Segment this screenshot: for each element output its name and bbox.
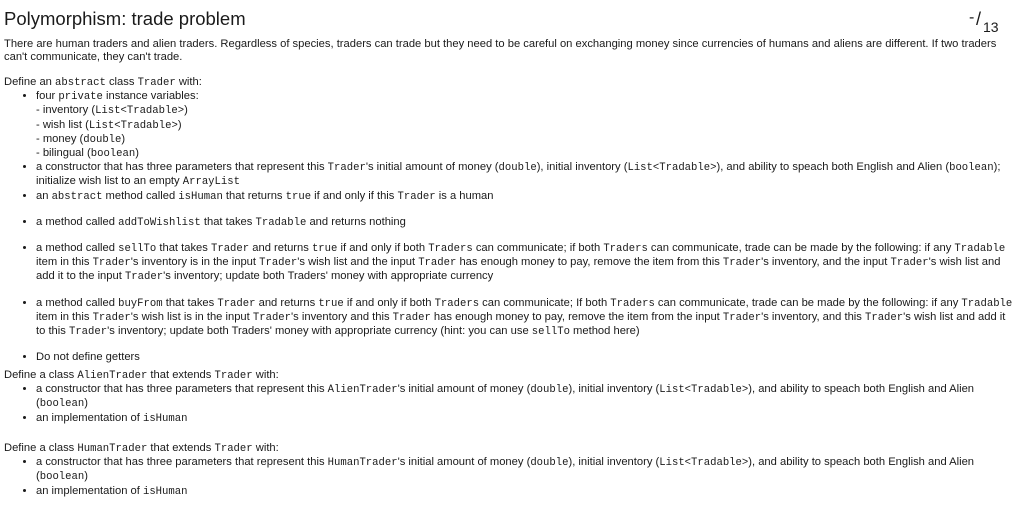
score-total: 13: [983, 19, 999, 35]
list-item: • a constructor that has three parameters that represent this Trader's initial amount of money (double), initial inventory (List<Tradable>), and ability to speach both English and Alien (boolean); initialize wish list to an empty ArrayList: [36, 161, 1014, 189]
list-item: - inventory (List<Tradable>): [36, 104, 188, 118]
alien-trader-definition: Define a class AlienTrader that extends Trader with:: [4, 369, 279, 382]
list-item: • four private instance variables: - inventory (List<Tradable>) - wish list (List<Tradable>) - money (double) - bilingual (boolean): [36, 90, 1014, 161]
list-item: • an abstract method called isHuman that returns true if and only if this Trader is a human: [36, 190, 1014, 204]
list-item: • a method called sellTo that takes Trader and returns true if and only if both Traders can communicate; if both Traders can communicate, trade can be made by the following: if any Tradable item in this Trader's inventory is in the input Trader's wish list and the input Trader has enough money to pay, remove the item from this Trader's inventory, and the input Trader's wish list and add it to the input Trader's inventory; update both Traders' money with appropriate currency: [36, 242, 1014, 285]
alien-trader-section: [4, 369, 1014, 426]
list-item: • Do not define getters: [36, 351, 1014, 364]
list-item: - wish list (List<Tradable>): [36, 118, 182, 132]
score-indicator: [966, 9, 1006, 33]
list-item: - money (double): [36, 132, 126, 146]
trader-definition: Define an abstract class Trader with:: [4, 76, 202, 89]
score-slash: /: [976, 9, 982, 29]
list-item: - bilingual (boolean): [36, 147, 139, 161]
list-item: • a method called addToWishlist that takes Tradable and returns nothing: [36, 216, 1014, 230]
list-item: • a constructor that has three parameters that represent this HumanTrader's initial amount of money (double), initial inventory (List<Tradable>), and ability to speach both English and Alien (boolean): [36, 456, 1014, 484]
list-item: • a method called buyFrom that takes Trader and returns true if and only if both Traders can communicate; If both Traders can communicate, trade can be made by the following: if any Tradable item in this Trader's wish list is in the input Trader's inventory and this Trader has enough money to pay, remove the item from the input Trader's inventory, and this Trader's wish list and add it to this Trader's inventory; update both Traders' money with appropriate currency (hint: you can use sellTo method here): [36, 297, 1014, 340]
instance-variable-list: [36, 104, 1014, 161]
list-item: • an implementation of isHuman: [36, 485, 1014, 499]
human-trader-definition: Define a class HumanTrader that extends Trader with:: [4, 442, 279, 455]
human-trader-section: [4, 442, 1014, 499]
list-item: • an implementation of isHuman: [36, 412, 1014, 426]
list-item: • a constructor that has three parameters that represent this AlienTrader's initial amount of money (double), initial inventory (List<Tradable>), and ability to speach both English and Alien (boolean): [36, 383, 1014, 411]
trader-requirements: [4, 90, 1014, 364]
human-trader-requirements: [4, 456, 1014, 499]
alien-trader-requirements: [4, 383, 1014, 426]
score-value: -: [969, 9, 975, 26]
trader-section: [4, 76, 1014, 364]
intro-paragraph: There are human traders and alien traders. Regardless of species, traders can trade but they need to be careful on exchanging money since currencies of humans and aliens are different. If two traders can't communicate, they can't trade.: [4, 38, 997, 64]
page-title: Polymorphism: trade problem: [4, 8, 246, 29]
